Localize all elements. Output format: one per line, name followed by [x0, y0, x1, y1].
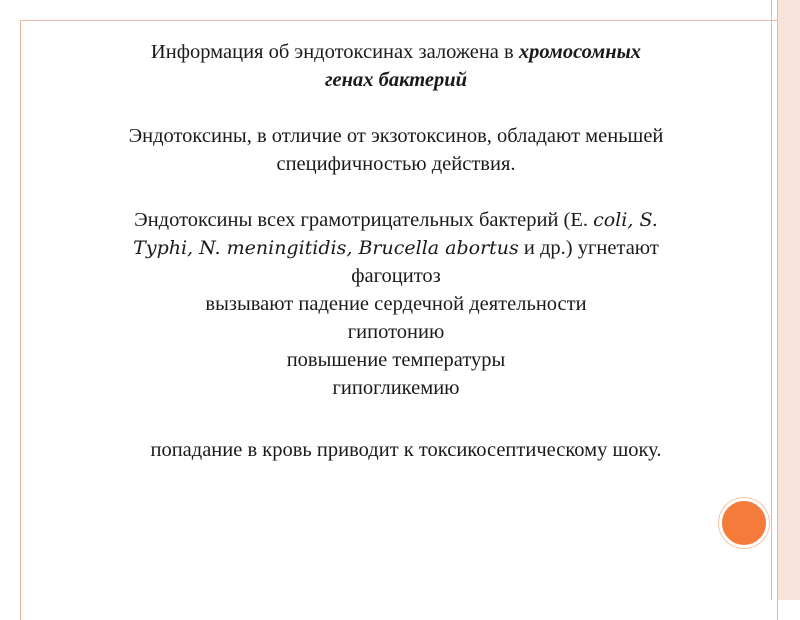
paragraph-endotoxin-genes-line1: Информация об эндотоксинах заложена в хромосомных — [150, 41, 642, 63]
spacer — [40, 178, 752, 206]
paragraph-endotoxin-genes-line2: генах бактерий — [324, 69, 468, 91]
paragraph-specificity-line1: Эндотоксины, в отличие от экзотоксинов, обладают меньшей — [128, 125, 664, 147]
paragraph-gram-negative-line2: Typhi, N. meningitidis, Brucella abortus и др.) угнетают — [133, 237, 659, 259]
effect-hypoglycemia: гипогликемию — [332, 377, 460, 399]
decorative-right-rail — [778, 0, 800, 600]
spacer — [40, 402, 752, 430]
paragraph-septic-shock: попадание в кровь приводит к токсикосептическому шоку. — [150, 439, 662, 461]
decorative-rail-line-inner — [771, 0, 772, 600]
decorative-circle-icon — [719, 498, 769, 548]
effect-hypotension: гипотонию — [347, 321, 445, 343]
slide-content — [40, 38, 752, 464]
paragraph-gram-negative-line1: Эндотоксины всех грамотрицательных бактерий (E. coli, S. — [134, 209, 658, 231]
effect-phagocytosis: фагоцитоз — [351, 265, 441, 287]
effect-temperature: повышение температуры — [286, 349, 506, 371]
effect-cardiac: вызывают падение сердечной деятельности — [205, 293, 587, 315]
spacer — [40, 94, 752, 122]
paragraph-specificity-line2: специфичностью действия. — [276, 153, 516, 175]
